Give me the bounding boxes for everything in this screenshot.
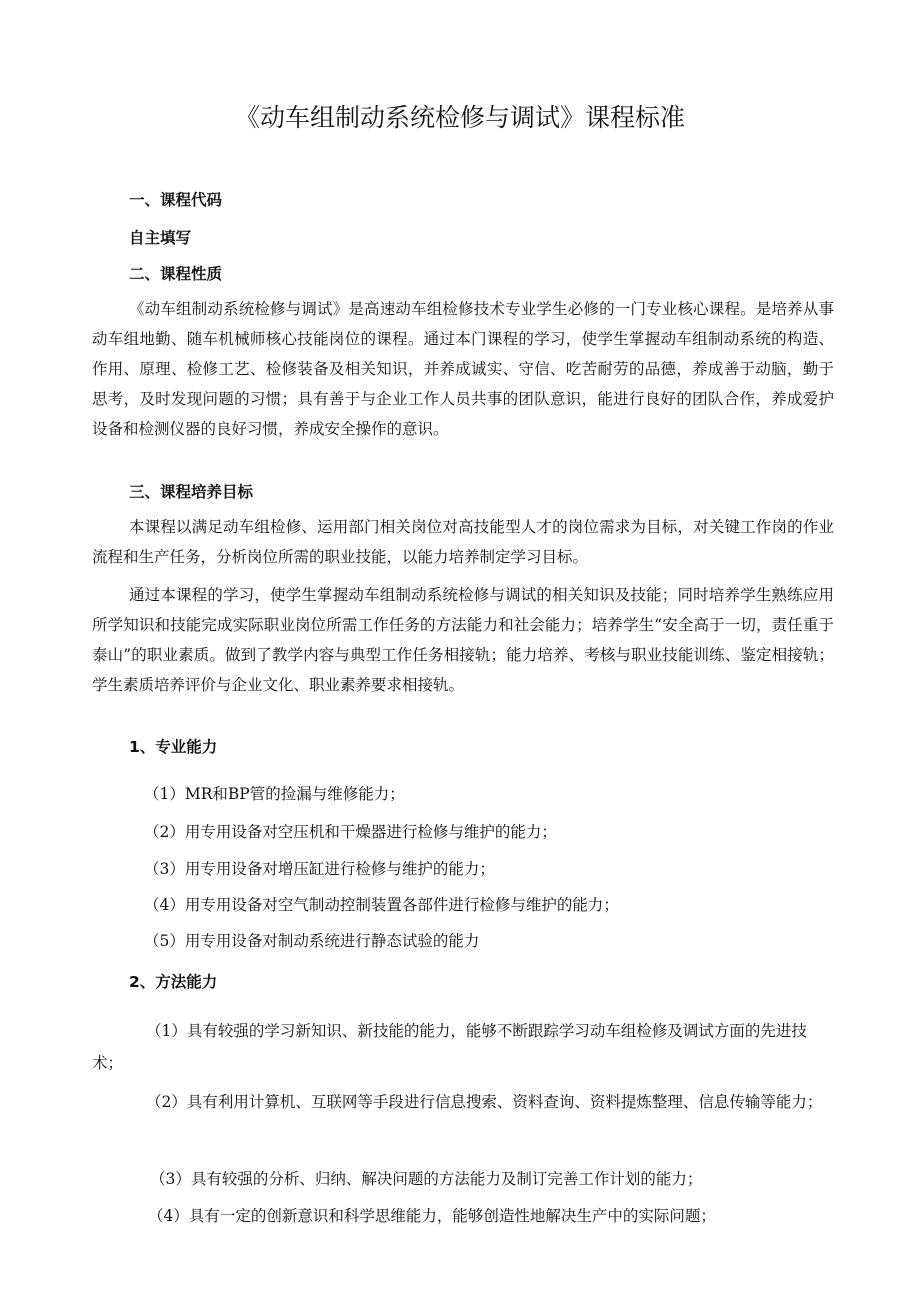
subheading-professional-ability: 1、专业能力 [129,738,218,756]
list-item: （4）用专用设备对空气制动控制装置各部件进行检修与维护的能力； [144,896,619,914]
document-title: 《动车组制动系统检修与调试》课程标准 [234,103,685,132]
list-item: （1）具有较强的学习新知识、新技能的能力，能够不断跟踪学习动车组检修及调试方面的先进技术； [92,1022,807,1072]
list-item: （1）MR和BP管的捡漏与维修能力； [144,785,405,803]
section-heading-training-goals: 三、课程培养目标 [129,483,254,501]
course-code-value: 自主填写 [129,229,192,247]
training-goals-paragraph-1: 本课程以满足动车组检修、运用部门相关岗位对高技能型人才的岗位需求为目标，对关键工作岗的作业流程和生产任务，分析岗位所需的职业技能，以能力培养制定学习目标。 [92,518,834,566]
list-item: （4）具有一定的创新意识和科学思维能力，能够创造性地解决生产中的实际问题； [148,1207,716,1225]
section-heading-course-code: 一、课程代码 [129,191,223,209]
course-nature-paragraph: 《动车组制动系统检修与调试》是高速动车组检修技术专业学生必修的一门专业核心课程。是培养从事动车组地勤、随车机械师核心技能岗位的课程。通过本门课程的学习，使学生掌握动车组制动系统的构造、作用、原理、检修工艺、检修装备及相关知识，并养成诚实、守信、吃苦耐劳的品德，养成善于动脑，勤于思考，及时发现问题的习惯；具有善于与企业工作人员共事的团队意识，能进行良好的团队合作，养成爱护设备和检测仪器的良好习惯，养成安全操作的意识。 [92,300,834,438]
section-heading-course-nature: 二、课程性质 [129,265,223,283]
list-item: （5）用专用设备对制动系统进行静态试验的能力 [144,932,480,950]
list-item: （3）具有较强的分析、归纳、解决问题的方法能力及制订完善工作计划的能力； [150,1170,703,1188]
list-item: （2）具有利用计算机、互联网等手段进行信息搜索、资料查询、资料提炼整理、信息传输等能力； [146,1093,823,1111]
list-item: （3）用专用设备对增压缸进行检修与维护的能力； [144,860,495,878]
subheading-method-ability: 2、方法能力 [129,973,218,991]
training-goals-paragraph-2: 通过本课程的学习，使学生掌握动车组制动系统检修与调试的相关知识及技能；同时培养学生熟练应用所学知识和技能完成实际职业岗位所需工作任务的方法能力和社会能力；培养学生“安全高于一切，责任重于泰山”的职业素质。做到了教学内容与典型工作任务相接轨；能力培养、考核与职业技能训练、鉴定相接轨；学生素质培养评价与企业文化、职业素养要求相接轨。 [92,586,834,694]
list-item: （2）用专用设备对空压机和干燥器进行检修与维护的能力； [144,823,557,841]
